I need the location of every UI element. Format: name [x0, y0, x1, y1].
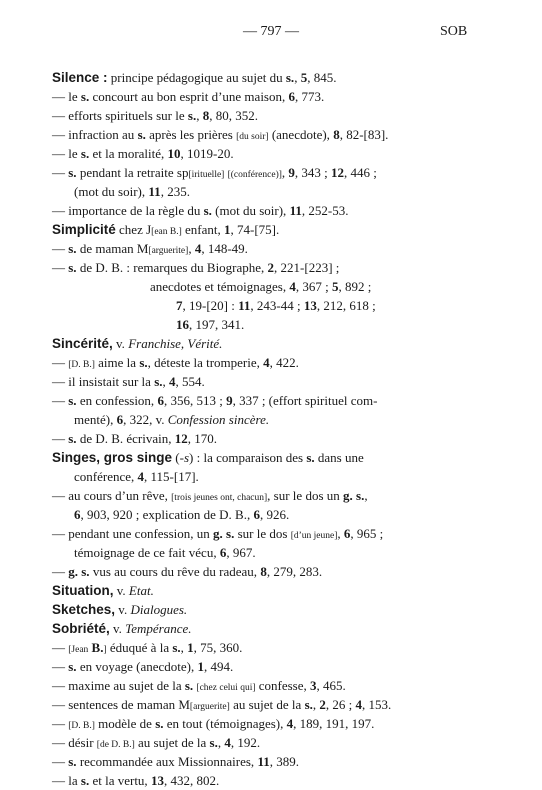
- index-line: 16, 197, 341.: [176, 317, 245, 332]
- index-line: — maxime au sujet de la s. [chez celui qui] confesse, 3, 465.: [52, 678, 346, 693]
- index-line: conférence, 4, 115-[17].: [74, 469, 199, 484]
- index-line: — s. en confession, 6, 356, 513 ; 9, 337 ; (effort spirituel com-: [52, 393, 378, 408]
- index-line: — s. recommandée aux Missionnaires, 11, 389.: [52, 754, 299, 769]
- index-line: — [D. B.] modèle de s. en tout (témoignages), 4, 189, 191, 197.: [52, 716, 375, 731]
- index-line: témoignage de ce fait vécu, 6, 967.: [74, 545, 256, 560]
- index-line: Sobriété, v. Tempérance.: [52, 621, 192, 636]
- index-line: 6, 903, 920 ; explication de D. B., 6, 926.: [74, 507, 290, 522]
- index-line: Silence : principe pédagogique au sujet du s., 5, 845.: [52, 70, 337, 85]
- index-line: (mot du soir), 11, 235.: [74, 184, 190, 199]
- index-line: — désir [de D. B.] au sujet de la s., 4, 192.: [52, 735, 261, 750]
- index-line: Singes, gros singe (-s) : la comparaison des s. dans une: [52, 450, 364, 465]
- index-line: — importance de la règle du s. (mot du soir), 11, 252-53.: [52, 203, 349, 218]
- index-line: Simplicité chez J[ean B.] enfant, 1, 74-[75].: [52, 222, 280, 237]
- index-line: — efforts spirituels sur le s., 8, 80, 352.: [52, 108, 258, 123]
- index-line: — infraction au s. après les prières [du soir] (anecdote), 8, 82-[83].: [52, 127, 389, 142]
- index-line: anecdotes et témoignages, 4, 367 ; 5, 892 ;: [150, 279, 372, 294]
- index-line: — s. de D. B. : remarques du Biographe, 2, 221-[223] ;: [52, 260, 340, 275]
- page-number: — 797 —: [243, 24, 299, 39]
- index-line: — pendant une confession, un g. s. sur le dos [d’un jeune], 6, 965 ;: [52, 526, 384, 541]
- index-line: — s. de D. B. écrivain, 12, 170.: [52, 431, 218, 446]
- index-line: menté), 6, 322, v. Confession sincère.: [74, 412, 270, 427]
- index-line: Situation, v. Etat.: [52, 583, 154, 598]
- index-line: Sincérité, v. Franchise, Vérité.: [52, 336, 223, 351]
- index-line: — [D. B.] aime la s., déteste la tromperie, 4, 422.: [52, 355, 299, 370]
- index-line: Sketches, v. Dialogues.: [52, 602, 188, 617]
- index-line: — [Jean B.] éduqué à la s., 1, 75, 360.: [52, 640, 243, 655]
- index-line: — le s. concourt au bon esprit d’une maison, 6, 773.: [52, 89, 325, 104]
- running-head-key: SOB: [440, 24, 468, 39]
- index-line: — g. s. vus au cours du rêve du radeau, 8, 279, 283.: [52, 564, 323, 579]
- index-line: 7, 19-[20] : 11, 243-44 ; 13, 212, 618 ;: [176, 298, 376, 313]
- index-line: — sentences de maman M[arguerite] au sujet de la s., 2, 26 ; 4, 153.: [52, 697, 392, 712]
- index-line: — s. en voyage (anecdote), 1, 494.: [52, 659, 234, 674]
- index-line: — la s. et la vertu, 13, 432, 802.: [52, 773, 220, 788]
- index-line: — il insistait sur la s., 4, 554.: [52, 374, 205, 389]
- index-line: — le s. et la moralité, 10, 1019-20.: [52, 146, 234, 161]
- index-line: — au cours d’un rêve, [trois jeunes ont, chacun], sur le dos un g. s.,: [52, 488, 368, 503]
- index-line: — s. pendant la retraite sp[irituelle] [(conférence)], 9, 343 ; 12, 446 ;: [52, 165, 377, 180]
- index-line: — s. de maman M[arguerite], 4, 148-49.: [52, 241, 248, 256]
